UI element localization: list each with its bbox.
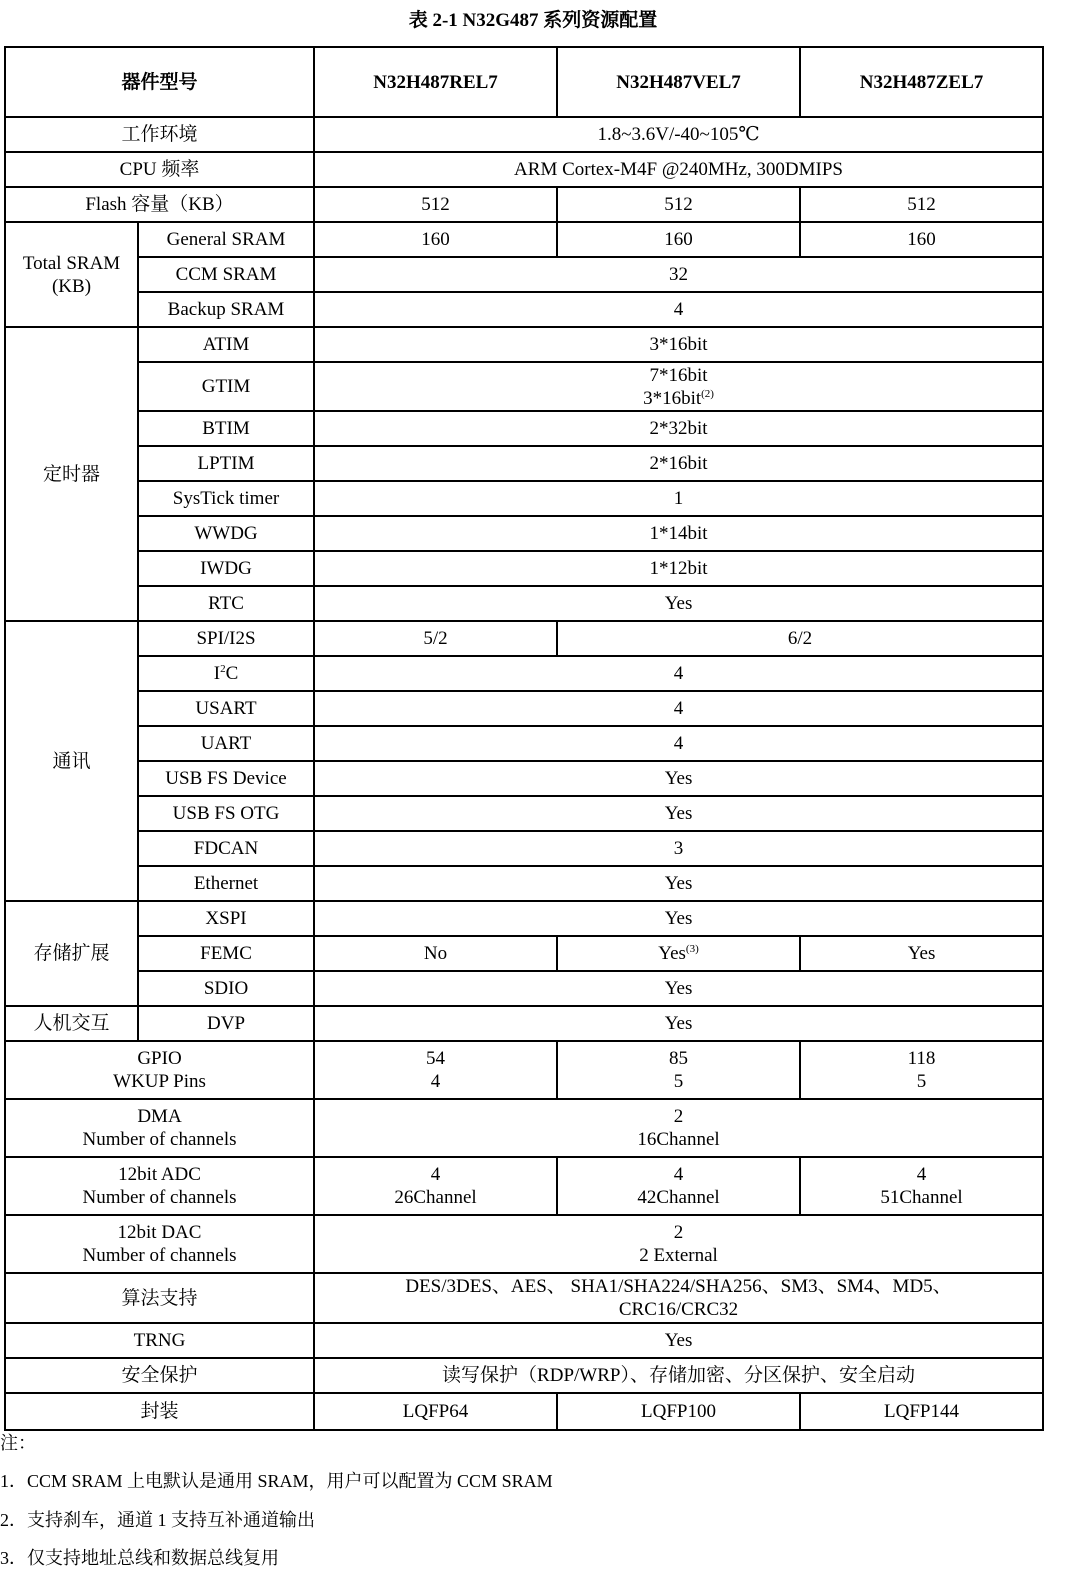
row-label: Backup SRAM xyxy=(138,292,314,327)
group-label-comm: 通讯 xyxy=(5,621,138,901)
row-label: CCM SRAM xyxy=(138,257,314,292)
spec-table xyxy=(4,46,1044,1431)
row-value: 读写保护（RDP/WRP）、存储加密、分区保护、安全启动 xyxy=(314,1358,1043,1393)
row-value: 4 xyxy=(314,292,1043,327)
table-row xyxy=(5,222,1043,257)
row-label: 算法支持 xyxy=(5,1273,314,1323)
table-row xyxy=(5,1215,1043,1273)
cell-value: 6/2 xyxy=(557,621,1043,656)
adc-sublabel: Number of channels xyxy=(82,1187,237,1208)
table-row xyxy=(5,1358,1043,1393)
cell-value: 160 xyxy=(314,222,557,257)
adc-channels: 26Channel xyxy=(394,1187,477,1208)
cell-value: LQFP144 xyxy=(800,1393,1043,1430)
row-label: SysTick timer xyxy=(138,481,314,516)
row-value: Yes xyxy=(314,1006,1043,1041)
row-label: UART xyxy=(138,726,314,761)
table-row xyxy=(5,831,1043,866)
table-row xyxy=(5,621,1043,656)
row-value xyxy=(314,1215,1043,1273)
row-label: FEMC xyxy=(138,936,314,971)
wkup-count: 5 xyxy=(673,1071,684,1092)
dac-label: 12bit DAC xyxy=(117,1222,202,1243)
row-value: Yes xyxy=(314,796,1043,831)
group-label-timer: 定时器 xyxy=(5,327,138,621)
row-value xyxy=(314,1273,1043,1323)
table-row xyxy=(5,551,1043,586)
row-value: 2*16bit xyxy=(314,446,1043,481)
cell-value: 160 xyxy=(557,222,800,257)
row-label: 封装 xyxy=(5,1393,314,1430)
header-vel7: N32H487VEL7 xyxy=(557,47,800,117)
row-label xyxy=(138,656,314,691)
cell-value: 512 xyxy=(800,187,1043,222)
gtim-line1: 7*16bit xyxy=(649,364,708,386)
header-model: 器件型号 xyxy=(5,47,314,117)
cell-value xyxy=(557,1157,800,1215)
table-row xyxy=(5,936,1043,971)
row-value: 3 xyxy=(314,831,1043,866)
row-value: 1*14bit xyxy=(314,516,1043,551)
cell-value: 160 xyxy=(800,222,1043,257)
table-row xyxy=(5,257,1043,292)
row-value: Yes xyxy=(314,761,1043,796)
table-row xyxy=(5,516,1043,551)
row-label: WWDG xyxy=(138,516,314,551)
wkup-count: 5 xyxy=(916,1071,927,1092)
adc-label: 12bit ADC xyxy=(118,1164,201,1185)
cell-value xyxy=(314,1157,557,1215)
cell-value xyxy=(314,1041,557,1099)
cell-value xyxy=(800,1157,1043,1215)
row-value: 1 xyxy=(314,481,1043,516)
table-caption: 表 2-1 N32G487 系列资源配置 xyxy=(408,10,658,31)
table-row xyxy=(5,971,1043,1006)
dac-channels: 2 External xyxy=(639,1245,718,1266)
row-label: 安全保护 xyxy=(5,1358,314,1393)
table-row xyxy=(5,1157,1043,1215)
row-label: BTIM xyxy=(138,411,314,446)
cell-value: 5/2 xyxy=(314,621,557,656)
row-label: Ethernet xyxy=(138,866,314,901)
table-row xyxy=(5,327,1043,362)
table-row xyxy=(5,1099,1043,1157)
row-label: ATIM xyxy=(138,327,314,362)
row-value: 3*16bit xyxy=(314,327,1043,362)
row-value: 1*12bit xyxy=(314,551,1043,586)
row-label: TRNG xyxy=(5,1323,314,1358)
dac-count: 2 xyxy=(673,1222,684,1243)
table-row xyxy=(5,691,1043,726)
table-row xyxy=(5,761,1043,796)
row-label xyxy=(5,1099,314,1157)
row-label: General SRAM xyxy=(138,222,314,257)
row-value: Yes xyxy=(314,586,1043,621)
dma-label: DMA xyxy=(137,1106,182,1127)
row-label: SPI/I2S xyxy=(138,621,314,656)
row-value: Yes xyxy=(314,866,1043,901)
table-row xyxy=(5,1393,1043,1430)
row-label: DVP xyxy=(138,1006,314,1041)
row-label: USART xyxy=(138,691,314,726)
table-row xyxy=(5,1041,1043,1099)
algo-line1: DES/3DES、AES、 SHA1/SHA224/SHA256、SM3、SM4、MD5、 xyxy=(405,1276,952,1297)
row-value: Yes xyxy=(314,901,1043,936)
table-row xyxy=(5,292,1043,327)
header-rel7: N32H487REL7 xyxy=(314,47,557,117)
group-label-hmi: 人机交互 xyxy=(5,1006,138,1041)
row-label: CPU 频率 xyxy=(5,152,314,187)
row-label: 工作环境 xyxy=(5,117,314,152)
row-label: Flash 容量（KB） xyxy=(5,187,314,222)
wkup-count: 4 xyxy=(430,1071,441,1092)
cell-value: Yes xyxy=(800,936,1043,971)
row-label: USB FS Device xyxy=(138,761,314,796)
dma-count: 2 xyxy=(673,1106,684,1127)
group-label-storage: 存储扩展 xyxy=(5,901,138,1006)
table-row xyxy=(5,1273,1043,1323)
row-label: SDIO xyxy=(138,971,314,1006)
row-value xyxy=(314,362,1043,411)
i2c-label-post: C xyxy=(225,663,239,684)
adc-channels: 42Channel xyxy=(637,1187,720,1208)
footnote-ref: (2) xyxy=(701,387,714,400)
table-row xyxy=(5,446,1043,481)
gpio-label: GPIO xyxy=(137,1048,182,1069)
row-value: 4 xyxy=(314,726,1043,761)
cell-value xyxy=(557,936,800,971)
notes-title: 注： xyxy=(0,1433,36,1453)
footnote-ref: (3) xyxy=(685,943,699,955)
wkup-label: WKUP Pins xyxy=(113,1071,206,1092)
row-label: GTIM xyxy=(138,362,314,411)
row-value: 32 xyxy=(314,257,1043,292)
gpio-count: 118 xyxy=(907,1048,936,1069)
table-row xyxy=(5,187,1043,222)
gpio-count: 85 xyxy=(669,1048,689,1069)
table-row xyxy=(5,1323,1043,1358)
gpio-count: 54 xyxy=(426,1048,446,1069)
row-value: 1.8~3.6V/-40~105℃ xyxy=(314,117,1043,152)
femc-v2-text: Yes xyxy=(658,943,686,964)
dma-channels: 16Channel xyxy=(637,1129,720,1150)
gtim-line2-text: 3*16bit xyxy=(643,387,702,409)
table-row xyxy=(5,586,1043,621)
note-3: 3．仅支持地址总线和数据总线复用 xyxy=(0,1548,279,1568)
row-value: Yes xyxy=(314,971,1043,1006)
cell-value: No xyxy=(314,936,557,971)
row-label xyxy=(5,1157,314,1215)
adc-count: 4 xyxy=(430,1164,441,1185)
cell-value: 512 xyxy=(314,187,557,222)
group-label-sram: Total SRAM (KB) xyxy=(5,222,138,327)
note-2: 2．支持刹车，通道 1 支持互补通道输出 xyxy=(0,1510,315,1530)
cell-value: LQFP64 xyxy=(314,1393,557,1430)
i2c-label-sup: 2 xyxy=(220,663,226,675)
algo-line2: CRC16/CRC32 xyxy=(618,1299,739,1320)
cell-value xyxy=(800,1041,1043,1099)
row-value: 4 xyxy=(314,656,1043,691)
i2c-label-pre: I xyxy=(213,663,221,684)
row-label: XSPI xyxy=(138,901,314,936)
table-row xyxy=(5,362,1043,411)
row-value: ARM Cortex-M4F @240MHz, 300DMIPS xyxy=(314,152,1043,187)
adc-channels: 51Channel xyxy=(880,1187,963,1208)
table-row xyxy=(5,796,1043,831)
row-value: 4 xyxy=(314,691,1043,726)
row-label: USB FS OTG xyxy=(138,796,314,831)
row-value: 2*32bit xyxy=(314,411,1043,446)
row-value: Yes xyxy=(314,1323,1043,1358)
table-row xyxy=(5,117,1043,152)
table-row xyxy=(5,152,1043,187)
table-row xyxy=(5,481,1043,516)
cell-value xyxy=(557,1041,800,1099)
cell-value: 512 xyxy=(557,187,800,222)
cell-value: LQFP100 xyxy=(557,1393,800,1430)
row-label: FDCAN xyxy=(138,831,314,866)
row-label: LPTIM xyxy=(138,446,314,481)
table-row xyxy=(5,866,1043,901)
table-row xyxy=(5,901,1043,936)
table-row xyxy=(5,1006,1043,1041)
table-row xyxy=(5,656,1043,691)
adc-count: 4 xyxy=(673,1164,684,1185)
dma-sublabel: Number of channels xyxy=(82,1129,237,1150)
row-label xyxy=(5,1041,314,1099)
row-label: RTC xyxy=(138,586,314,621)
note-1: 1．CCM SRAM 上电默认是通用 SRAM，用户可以配置为 CCM SRAM xyxy=(0,1471,553,1491)
header-zel7: N32H487ZEL7 xyxy=(800,47,1043,117)
row-label xyxy=(5,1215,314,1273)
adc-count: 4 xyxy=(916,1164,927,1185)
table-row-header xyxy=(5,47,1043,117)
table-row xyxy=(5,411,1043,446)
gtim-line2 xyxy=(319,387,1038,410)
table-row xyxy=(5,726,1043,761)
row-value xyxy=(314,1099,1043,1157)
dac-sublabel: Number of channels xyxy=(82,1245,237,1266)
row-label: IWDG xyxy=(138,551,314,586)
